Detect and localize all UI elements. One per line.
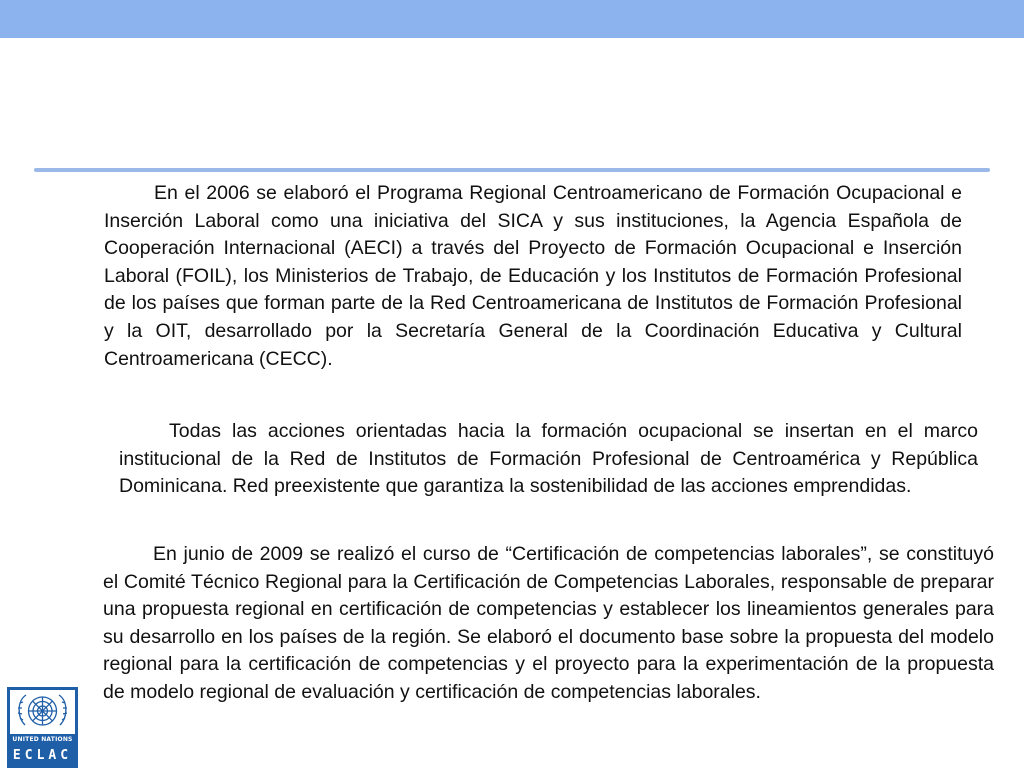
paragraph-2006-program: En el 2006 se elaboró el Programa Regional Centroamericano de Formación Ocupacional e Inserción Laboral como una iniciativa del SICA y sus instituciones, la Agencia Española de Cooperación Internacional (AECI) a través del Proyecto de Formación Ocupacional e Inserción Laboral (FOIL), los Ministerios de Trabajo, de Educación y los Institutos de Formación Profesional de los países que forman parte de la Red Centroamericana de Institutos de Formación Profesional y la OIT, desarrollado por la Secretaría General de la Coordinación Educativa y Cultural Centroamericana (CECC). — [104, 182, 962, 370]
title-divider — [34, 168, 990, 172]
paragraph-2009-course: En junio de 2009 se realizó el curso de “Certificación de competencias laborales”, se constituyó el Comité Técnico Regional para la Certificación de Competencias Laborales, responsable de preparar una propuesta regional en certificación de competencias y establecer los lineamientos generales para su desarrollo en los países de la región. Se elaboró el documento base sobre la propuesta del modelo regional para la certificación de competencias y el proyecto para la experimentación de la propuesta de modelo regional de evaluación y certificación de competencias laborales. — [103, 543, 994, 703]
eclac-logo — [7, 687, 78, 768]
header-band — [0, 0, 1024, 38]
paragraph-institutional-framework: Todas las acciones orientadas hacia la formación ocupacional se insertan en el marco institucional de la Red de Institutos de Formación Profesional de Centroamérica y República Dominicana. Red preexistente que garantiza la sostenibilidad de las acciones emprendidas. — [119, 420, 978, 498]
un-org-name: UNITED NATIONS — [12, 736, 73, 743]
un-emblem-icon — [7, 687, 78, 737]
eclac-acronym: ECLAC — [12, 748, 73, 763]
